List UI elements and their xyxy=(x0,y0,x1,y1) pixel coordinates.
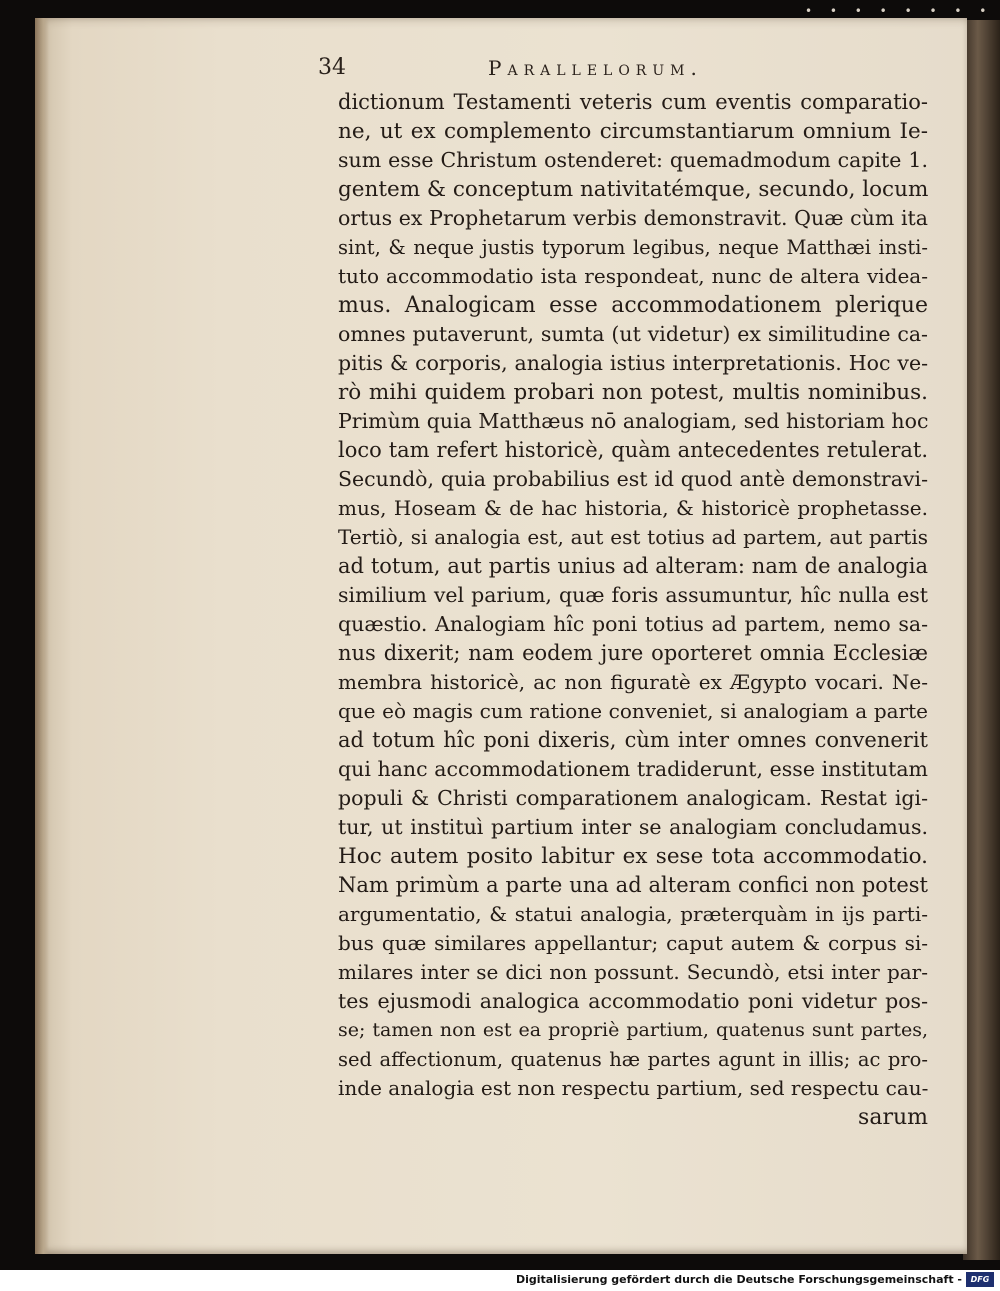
body-text xyxy=(338,88,928,1132)
text-line: ortus ex Prophetarum verbis demonstravit. Quæ cùm ita xyxy=(338,206,928,230)
running-title: Parallelorum. xyxy=(488,56,703,80)
text-line: omnes putaverunt, sumta (ut videtur) ex similitudine ca- xyxy=(338,322,928,346)
text-line: ad totum, aut partis unius ad alteram: nam de analogia xyxy=(338,554,928,578)
text-line: sed affectionum, quatenus hæ partes agunt in illis; ac pro- xyxy=(338,1048,928,1071)
scan-board-edge xyxy=(963,20,1000,1260)
text-line: qui hanc accommodationem tradiderunt, esse institutam xyxy=(338,757,928,781)
text-line: tur, ut instituì partium inter se analogiam concludamus. xyxy=(338,815,928,839)
text-line: bus quæ similares appellantur; caput autem & corpus si- xyxy=(338,931,928,955)
footer-bar xyxy=(0,1270,1000,1291)
text-line: Primùm quia Matthæus nō analogiam, sed historiam hoc xyxy=(338,409,929,433)
dfg-logo: DFG xyxy=(966,1272,994,1287)
text-line: inde analogia est non respectu partium, sed respectu cau- xyxy=(338,1076,929,1100)
text-line: tes ejusmodi analogica accommodatio poni videtur pos- xyxy=(338,989,928,1013)
text-line: gentem & conceptum nativitatémque, secundo, locum xyxy=(338,177,929,202)
text-line: Hoc autem posito labitur ex sese tota accommodatio. xyxy=(338,844,928,869)
text-line: rò mihi quidem probari non potest, multis nominibus. xyxy=(338,380,928,405)
text-line: dictionum Testamenti veteris cum eventis comparatio- xyxy=(338,90,928,114)
text-line: membra historicè, ac non figuratè ex Ægypto vocari. Ne- xyxy=(338,670,928,694)
text-line: Nam primùm a parte una ad alteram confici non potest xyxy=(338,873,928,897)
text-line: Tertiò, si analogia est, aut est totius ad partem, aut partis xyxy=(338,525,928,549)
text-line: que eò magis cum ratione conveniet, si analogiam a parte xyxy=(338,699,928,723)
text-line: argumentatio, & statui analogia, præterquàm in ijs parti- xyxy=(338,902,928,926)
text-line: ne, ut ex complemento circumstantiarum omnium Ie- xyxy=(338,119,928,144)
text-line: mus, Hoseam & de hac historia, & historicè prophetasse. xyxy=(338,496,928,520)
text-line: Secundò, quia probabilius est id quod antè demonstravi- xyxy=(338,467,928,491)
text-line: populi & Christi comparationem analogicam. Restat igi- xyxy=(338,786,928,810)
running-head xyxy=(318,54,918,84)
text-line: milares inter se dici non possunt. Secundò, etsi inter par- xyxy=(338,960,928,984)
text-line: ad totum hîc poni dixeris, cùm inter omnes convenerit xyxy=(338,728,928,752)
scan-pins: • • • • • • • • xyxy=(805,4,994,18)
text-line: similium vel parium, quæ foris assumuntur, hîc nulla est xyxy=(338,583,928,607)
text-line: nus dixerit; nam eodem jure oporteret omnia Ecclesiæ xyxy=(338,641,928,665)
text-line: sarum xyxy=(858,1105,928,1130)
text-line: tuto accommodatio ista respondeat, nunc de altera videa- xyxy=(338,264,928,288)
text-line: loco tam refert historicè, quàm antecedentes retulerat. xyxy=(338,438,928,462)
text-line: se; tamen non est ea propriè partium, quatenus sunt partes, xyxy=(338,1019,928,1041)
text-line: quæstio. Analogiam hîc poni totius ad partem, nemo sa- xyxy=(338,612,928,636)
footer-credit: Digitalisierung gefördert durch die Deutsche Forschungsgemeinschaft - xyxy=(515,1273,962,1286)
text-line: sum esse Christum ostenderet: quemadmodum capite 1. xyxy=(338,148,928,172)
text-line: mus. Analogicam esse accommodationem plerique xyxy=(338,293,928,318)
text-line: pitis & corporis, analogia istius interpretationis. Hoc ve- xyxy=(338,351,928,375)
page-number: 34 xyxy=(318,55,346,80)
text-line: sint, & neque justis typorum legibus, neque Matthæi insti- xyxy=(338,236,928,259)
page-gutter xyxy=(35,18,49,1254)
